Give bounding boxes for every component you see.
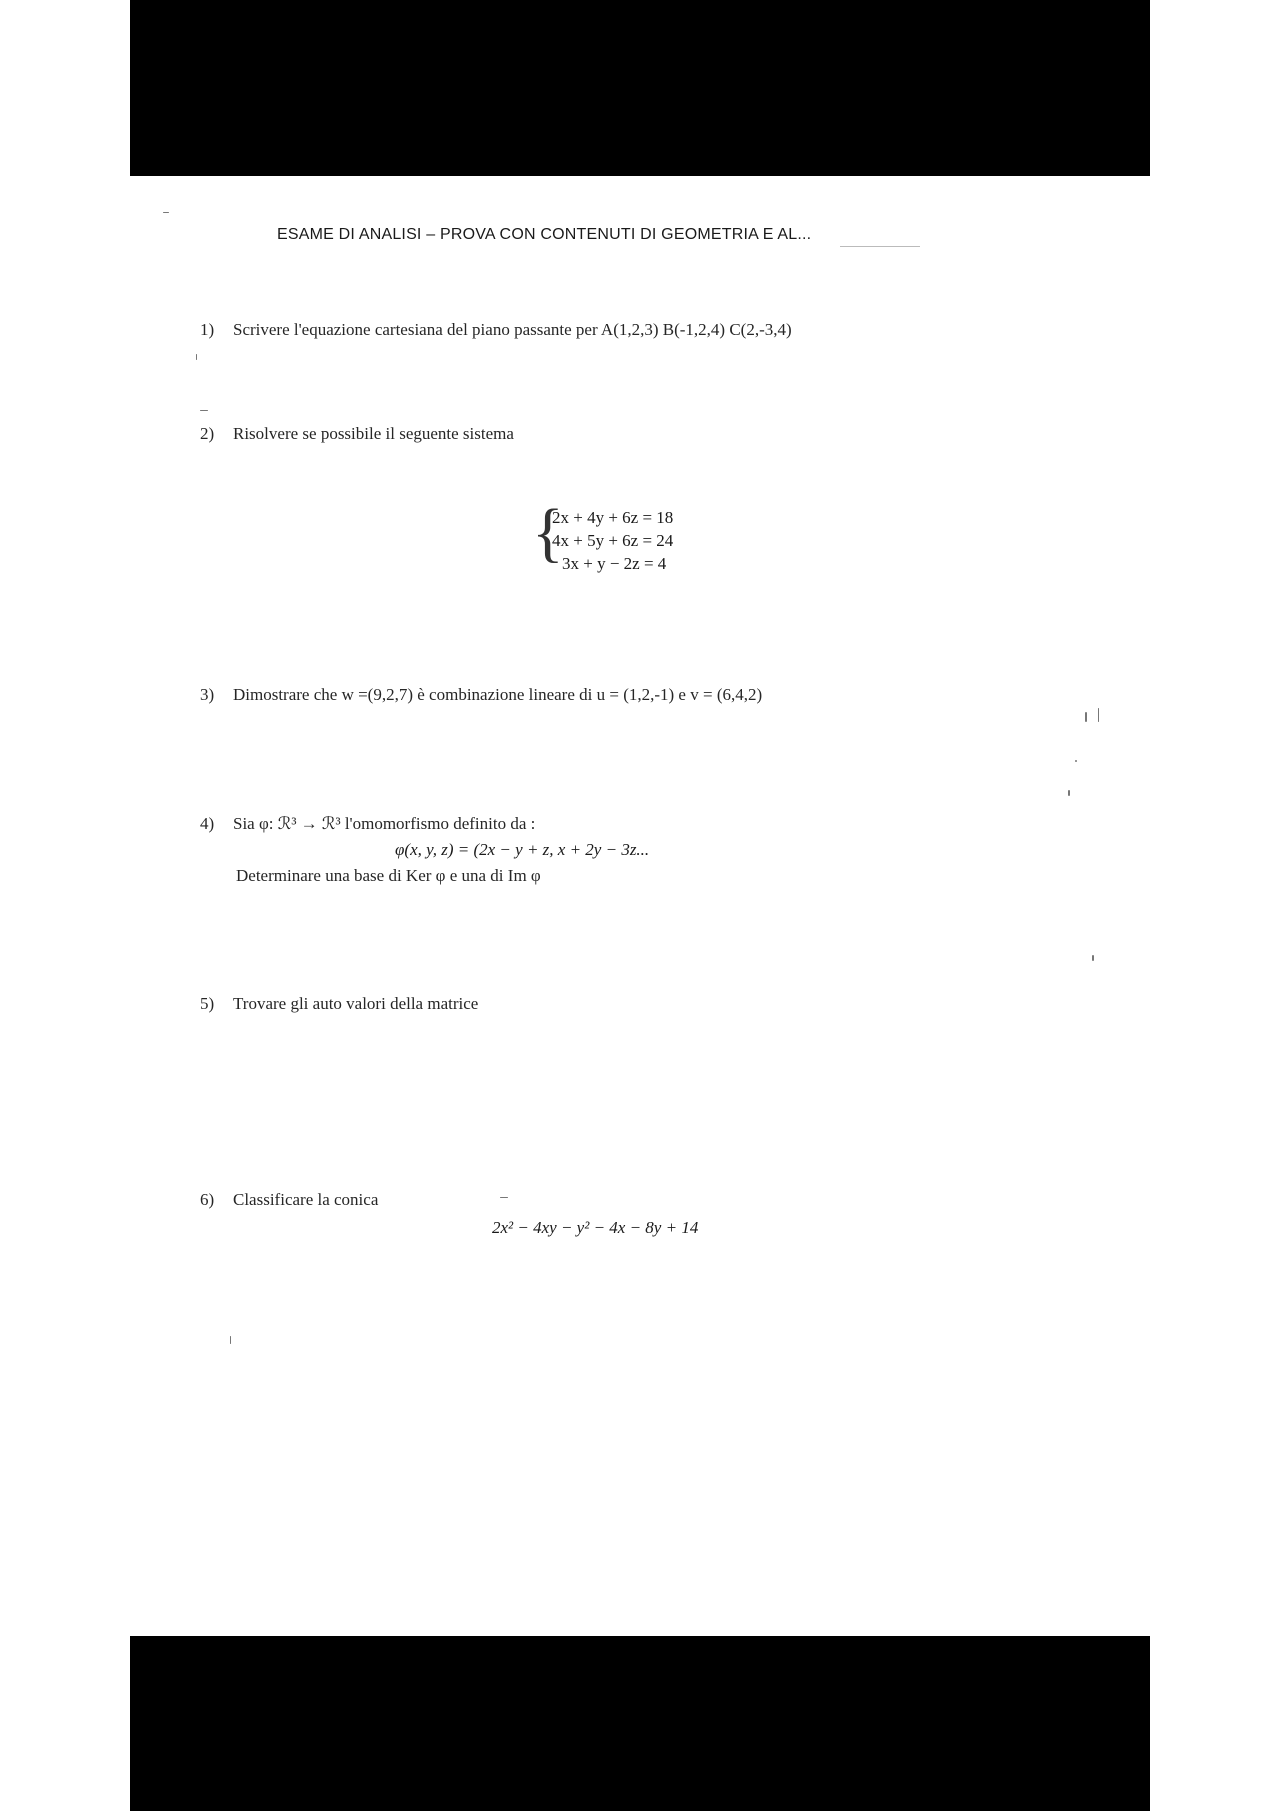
system-brace: { bbox=[532, 496, 564, 569]
question-1 bbox=[200, 320, 792, 340]
question-6 bbox=[200, 1190, 378, 1210]
system-equation-3: 3x + y − 2z = 4 bbox=[562, 554, 667, 573]
question-1-number: 1) bbox=[200, 320, 215, 339]
system-equation-2: 4x + 5y + 6z = 24 bbox=[552, 531, 674, 550]
scan-speck bbox=[1085, 712, 1087, 722]
scan-speck bbox=[200, 410, 208, 411]
question-3-number: 3) bbox=[200, 685, 215, 704]
question-5 bbox=[200, 994, 478, 1014]
question-5-number: 5) bbox=[200, 994, 215, 1013]
top-black-bar bbox=[130, 0, 1150, 176]
question-5-text: Trovare gli auto valori della matrice bbox=[233, 994, 479, 1013]
question-4-text: Sia φ: ℛ³ → ℛ³ l'omomorfismo definito da : bbox=[233, 814, 536, 833]
scan-speck bbox=[230, 1336, 231, 1344]
question-3-text: Dimostrare che w =(9,2,7) è combinazione lineare di u = (1,2,-1) e v = (6,4,2) bbox=[233, 685, 763, 704]
question-2 bbox=[200, 424, 514, 444]
system-equation-1: 2x + 4y + 6z = 18 bbox=[552, 508, 674, 527]
scan-speck bbox=[500, 1197, 508, 1198]
question-6-text: Classificare la conica bbox=[233, 1190, 379, 1209]
question-3 bbox=[200, 685, 762, 705]
header-rule bbox=[840, 246, 920, 247]
question-2-text: Risolvere se possibile il seguente sistema bbox=[233, 424, 514, 443]
question-4-number: 4) bbox=[200, 814, 215, 833]
homomorphism-definition: φ(x, y, z) = (2x − y + z, x + 2y − 3z... bbox=[395, 840, 650, 859]
bottom-black-bar bbox=[130, 1636, 1150, 1811]
scan-speck bbox=[196, 354, 197, 360]
exam-header: ESAME DI ANALISI – PROVA CON CONTENUTI DI GEOMETRIA E AL... bbox=[277, 226, 812, 243]
scan-speck bbox=[163, 212, 169, 213]
scan-speck bbox=[1075, 760, 1077, 762]
question-4-task: Determinare una base di Ker φ e una di Im φ bbox=[236, 866, 541, 885]
scan-speck bbox=[1068, 790, 1070, 796]
question-6-number: 6) bbox=[200, 1190, 215, 1209]
question-1-text: Scrivere l'equazione cartesiana del piano passante per A(1,2,3) B(-1,2,4) C(2,-3,4) bbox=[233, 320, 792, 339]
linear-system bbox=[532, 496, 674, 575]
scan-speck bbox=[1098, 708, 1099, 722]
question-2-number: 2) bbox=[200, 424, 215, 443]
scan-speck bbox=[1092, 955, 1094, 961]
question-4 bbox=[200, 814, 535, 834]
conic-equation: 2x² − 4xy − y² − 4x − 8y + 14 bbox=[492, 1218, 699, 1237]
